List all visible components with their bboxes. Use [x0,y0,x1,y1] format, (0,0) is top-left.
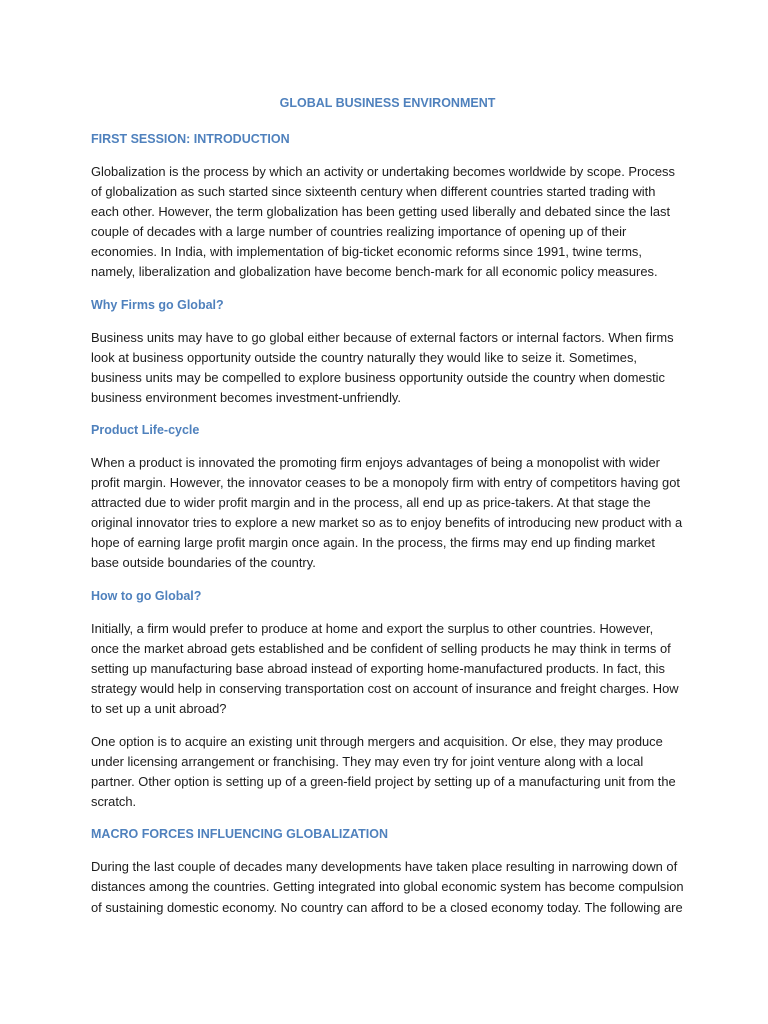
subheading-product-life-cycle: Product Life-cycle [91,422,200,437]
document-title: GLOBAL BUSINESS ENVIRONMENT [279,96,496,110]
subheading-why-firms-go-global: Why Firms go Global? [91,297,224,312]
paragraph-product-life-cycle: When a product is innovated the promoting firm enjoys advantages of being a monopolist with wider profit margin. However, the innovator ceases to be a monopoly firm with entry of competitors having got attracted due to wider profit margin and in the process, all end up as price-takers. At that stage the original innovator tries to explore a new market so as to enjoy benefits of introducing new product with a hope of earning large profit margin once again. In the process, the firms may end up finding market base outside boundaries of the country. [91,454,683,571]
paragraph-entry-options: One option is to acquire an existing unit through mergers and acquisition. Or else, they may produce under licensing arrangement or franchising. They may even try for joint venture along with a local partner. Other option is setting up of a green-field project by setting up of a manufacturing unit from the scratch. [91,733,676,810]
paragraph-macro-forces: During the last couple of decades many developments have taken place resulting in narrowing down of distances among the countries. Getting integrated into global economic system has become compulsion of sustaining domestic economy. No country can afford to be a closed economy today. The following are [91,859,684,915]
subheading-how-to-go-global: How to go Global? [91,588,202,603]
section-heading-macro-forces: MACRO FORCES INFLUENCING GLOBALIZATION [91,827,388,842]
paragraph-how-to-go-global: Initially, a firm would prefer to produce at home and export the surplus to other countries. However, once the market abroad gets established and be confident of selling products he may think in terms of setting up manufacturing base abroad instead of exporting home-manufactured products. In fact, this strategy would help in conserving transportation cost on account of insurance and freight charges. How to set up a unit abroad? [91,620,679,716]
section-heading-introduction: FIRST SESSION: INTRODUCTION [91,132,290,146]
paragraph-why-firms-go-global: Business units may have to go global either because of external factors or internal factors. When firms look at business opportunity outside the country naturally they would like to seize it. Sometimes, business units may be compelled to explore business opportunity outside the country when domestic business environment becomes investment-unfriendly. [91,329,674,405]
paragraph-globalization-definition: Globalization is the process by which an activity or undertaking becomes worldwide by scope. Process of globalization as such started since sixteenth century when different countries started trading with each other. However, the term globalization has been getting used liberally and debated since the last couple of decades with a large number of countries realizing importance of opening up of their economies. In India, with implementation of big-ticket economic reforms since 1991, twine terms, namely, liberalization and globalization have become bench-mark for all economic policy measures. [91,164,675,280]
